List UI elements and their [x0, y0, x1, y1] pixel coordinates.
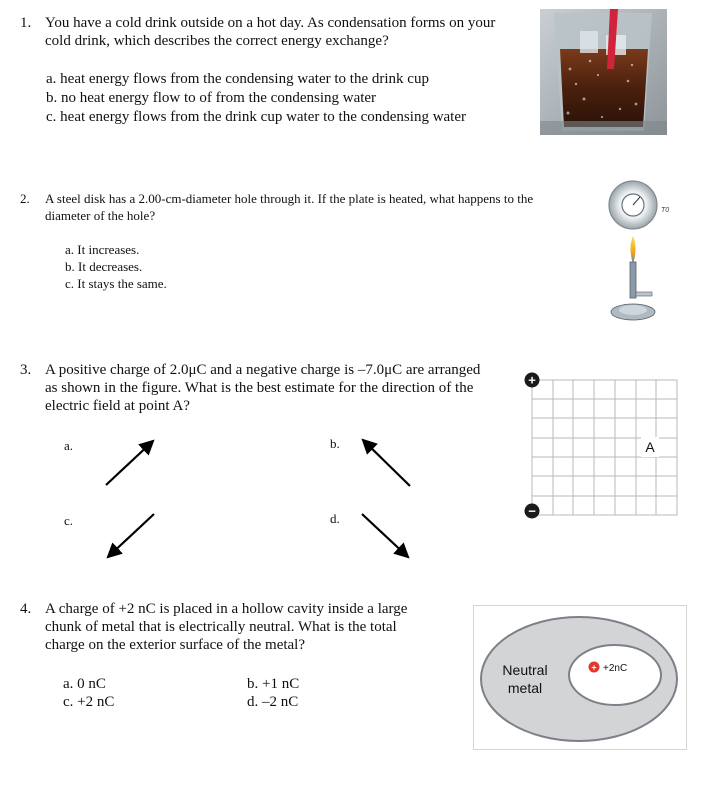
question-1-line-1: You have a cold drink outside on a hot day. As condensation forms on your — [45, 15, 496, 31]
point-a-label: A — [645, 439, 655, 455]
question-2-option-a: a. It increases. — [65, 242, 140, 257]
neutral-metal-label-1: Neutral — [502, 662, 548, 678]
arrow-up-right — [106, 441, 153, 485]
question-4-line-2: chunk of metal that is electrically neutral. What is the total — [45, 619, 397, 635]
question-1-number: 1. — [20, 15, 32, 31]
cavity-charge-label: +2nC — [603, 663, 628, 674]
question-4 — [20, 600, 480, 656]
heated-disk-figure — [606, 178, 678, 328]
question-2 — [20, 190, 610, 226]
cavity-charge-symbol: + — [591, 662, 597, 673]
question-4-option-b: b. +1 nC — [247, 676, 300, 692]
question-3-line-3: electric field at point A? — [45, 398, 190, 414]
question-1-option-b: b. no heat energy flow to of from the condensing water — [46, 90, 377, 106]
question-2-line-2: diameter of the hole? — [45, 208, 156, 223]
question-3-number: 3. — [20, 362, 32, 378]
question-4-option-c: c. +2 nC — [63, 694, 115, 710]
question-4-line-1: A charge of +2 nC is placed in a hollow cavity inside a large — [45, 601, 408, 617]
question-3-text — [45, 361, 480, 415]
question-1-line-2: cold drink, which describes the correct energy exchange? — [45, 33, 389, 49]
question-4-line-3: charge on the exterior surface of the metal? — [45, 637, 306, 653]
question-2-text — [45, 190, 533, 224]
question-1 — [20, 14, 530, 54]
question-2-option-c: c. It stays the same. — [65, 276, 167, 291]
hollow-cavity — [569, 645, 661, 705]
question-1-option-c: c. heat energy flows from the drink cup water to the condensing water — [46, 109, 466, 125]
question-4-option-a: a. 0 nC — [63, 676, 106, 692]
question-4-option-d: d. –2 nC — [247, 694, 299, 710]
question-4-number: 4. — [20, 601, 32, 617]
charge-grid-figure — [520, 370, 680, 525]
cold-drink-photo — [540, 9, 667, 135]
question-3-line-1: A positive charge of 2.0μC and a negative charge is –7.0μC are arranged — [45, 362, 481, 378]
question-3-option-c-label: c. — [64, 513, 74, 528]
arrow-up-left — [363, 440, 410, 486]
question-2-option-b: b. It decreases. — [65, 259, 143, 274]
question-4-text — [45, 600, 407, 654]
question-2-line-1: A steel disk has a 2.00-cm-diameter hole through it. If the plate is heated, what happens to the — [45, 191, 534, 206]
question-3 — [20, 361, 520, 417]
question-3-option-d-label: d. — [330, 511, 340, 526]
question-1-text — [45, 14, 495, 50]
arrow-down-left — [108, 514, 154, 557]
question-1-option-a: a. heat energy flows from the condensing water to the drink cup — [46, 71, 429, 87]
negative-charge-symbol: − — [528, 503, 536, 519]
disk-temperature-label: T0 — [661, 207, 670, 214]
question-3-option-b-label: b. — [330, 436, 340, 451]
hollow-metal-figure — [473, 605, 687, 750]
arrow-down-right — [362, 514, 408, 557]
question-3-line-2: as shown in the figure. What is the best estimate for the direction of the — [45, 380, 474, 396]
neutral-metal-label-2: metal — [507, 680, 543, 696]
question-2-number: 2. — [20, 191, 30, 206]
positive-charge-symbol: + — [528, 372, 536, 388]
question-3-option-a-label: a. — [64, 438, 74, 453]
